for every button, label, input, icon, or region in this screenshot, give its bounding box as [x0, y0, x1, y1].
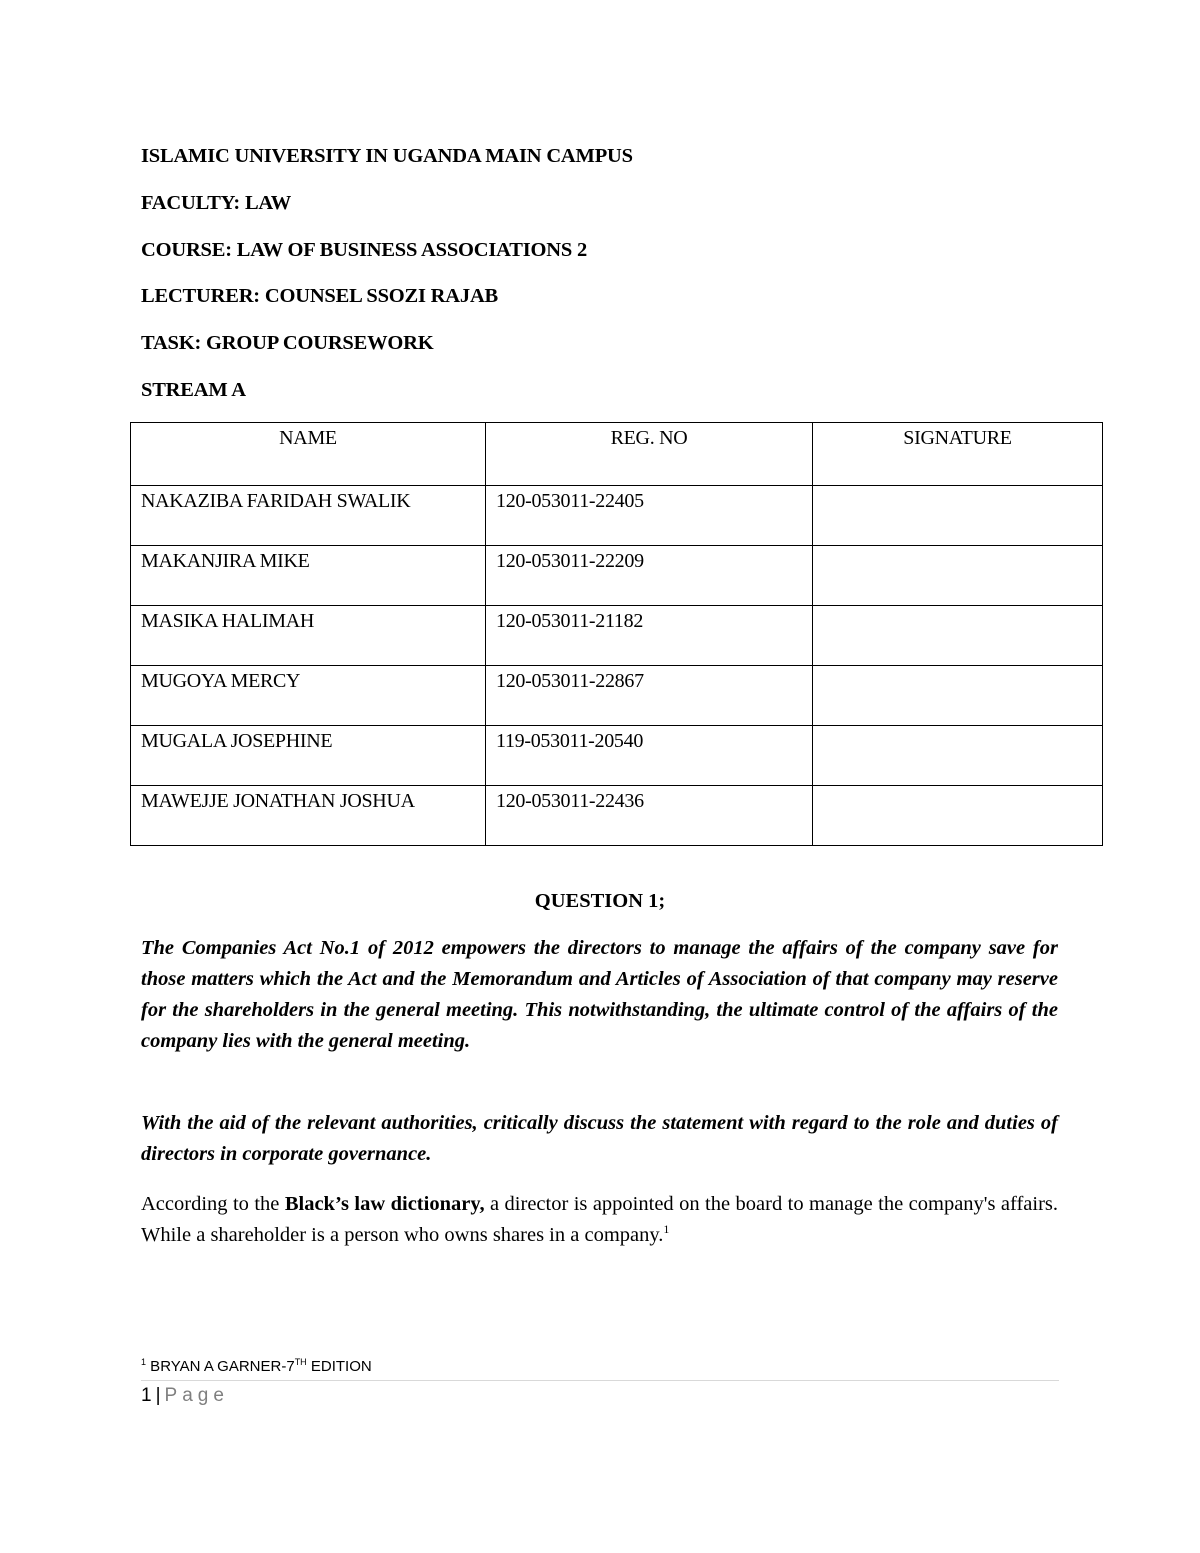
answer-paragraph: [141, 1189, 1058, 1251]
page-label: Page: [164, 1385, 229, 1406]
footnote-superscript: TH: [294, 1357, 307, 1367]
table-row: [131, 486, 1103, 546]
question-title: QUESTION 1;: [534, 890, 666, 912]
member-reg-no: 119-053011-20540: [486, 726, 813, 786]
stream-heading: STREAM A: [141, 379, 246, 401]
page-footer: [141, 1385, 229, 1407]
faculty-heading: FACULTY: LAW: [141, 192, 292, 214]
member-signature: [813, 546, 1103, 606]
member-reg-no: 120-053011-22436: [486, 786, 813, 846]
column-header-signature: SIGNATURE: [813, 423, 1103, 486]
member-name: MAKANJIRA MIKE: [131, 546, 486, 606]
question-instruction: With the aid of the relevant authorities, critically discuss the statement with regard to the role and duties of directors in corporate governance.: [141, 1112, 1058, 1165]
dictionary-reference: Black’s law dictionary,: [284, 1193, 485, 1215]
page-number: 1: [141, 1385, 152, 1406]
answer-text-after: a director is appointed on the board to manage the company's affairs. While a shareholder is a person who owns shares in a company.: [141, 1193, 1059, 1246]
table-row: [131, 666, 1103, 726]
footnote-marker: 1: [141, 1357, 147, 1367]
table-row: [131, 726, 1103, 786]
member-signature: [813, 606, 1103, 666]
member-name: MASIKA HALIMAH: [131, 606, 486, 666]
table-row: [131, 546, 1103, 606]
course-heading: COURSE: LAW OF BUSINESS ASSOCIATIONS 2: [141, 239, 588, 261]
member-signature: [813, 666, 1103, 726]
page-separator: |: [155, 1385, 161, 1406]
member-name: MUGOYA MERCY: [131, 666, 486, 726]
task-heading: TASK: GROUP COURSEWORK: [141, 332, 434, 354]
footnote: [141, 1358, 372, 1375]
group-members-table: [130, 422, 1103, 846]
footnote-reference: 1: [663, 1222, 670, 1237]
table-header-row: [131, 423, 1103, 486]
member-signature: [813, 786, 1103, 846]
column-header-name: NAME: [131, 423, 486, 486]
member-reg-no: 120-053011-22867: [486, 666, 813, 726]
member-name: MAWEJJE JONATHAN JOSHUA: [131, 786, 486, 846]
footnote-text: BRYAN A GARNER-7: [146, 1358, 295, 1375]
footnote-text-end: EDITION: [306, 1358, 372, 1375]
member-name: MUGALA JOSEPHINE: [131, 726, 486, 786]
member-reg-no: 120-053011-21182: [486, 606, 813, 666]
member-reg-no: 120-053011-22209: [486, 546, 813, 606]
column-header-reg-no: REG. NO: [486, 423, 813, 486]
table-row: [131, 606, 1103, 666]
university-heading: ISLAMIC UNIVERSITY IN UGANDA MAIN CAMPUS: [141, 145, 633, 167]
lecturer-heading: LECTURER: COUNSEL SSOZI RAJAB: [141, 285, 499, 307]
member-signature: [813, 726, 1103, 786]
question-statement: The Companies Act No.1 of 2012 empowers the directors to manage the affairs of the company save for those matters which the Act and the Memorandum and Articles of Association of that company may reserve for the shareholders in the general meeting. This notwithstanding, the ultimate control of the affairs of the company lies with the general meeting.: [141, 937, 1058, 1052]
member-name: NAKAZIBA FARIDAH SWALIK: [131, 486, 486, 546]
answer-text-before: According to the: [141, 1193, 285, 1215]
footer-divider: [141, 1380, 1059, 1381]
table-row: [131, 786, 1103, 846]
member-reg-no: 120-053011-22405: [486, 486, 813, 546]
member-signature: [813, 486, 1103, 546]
